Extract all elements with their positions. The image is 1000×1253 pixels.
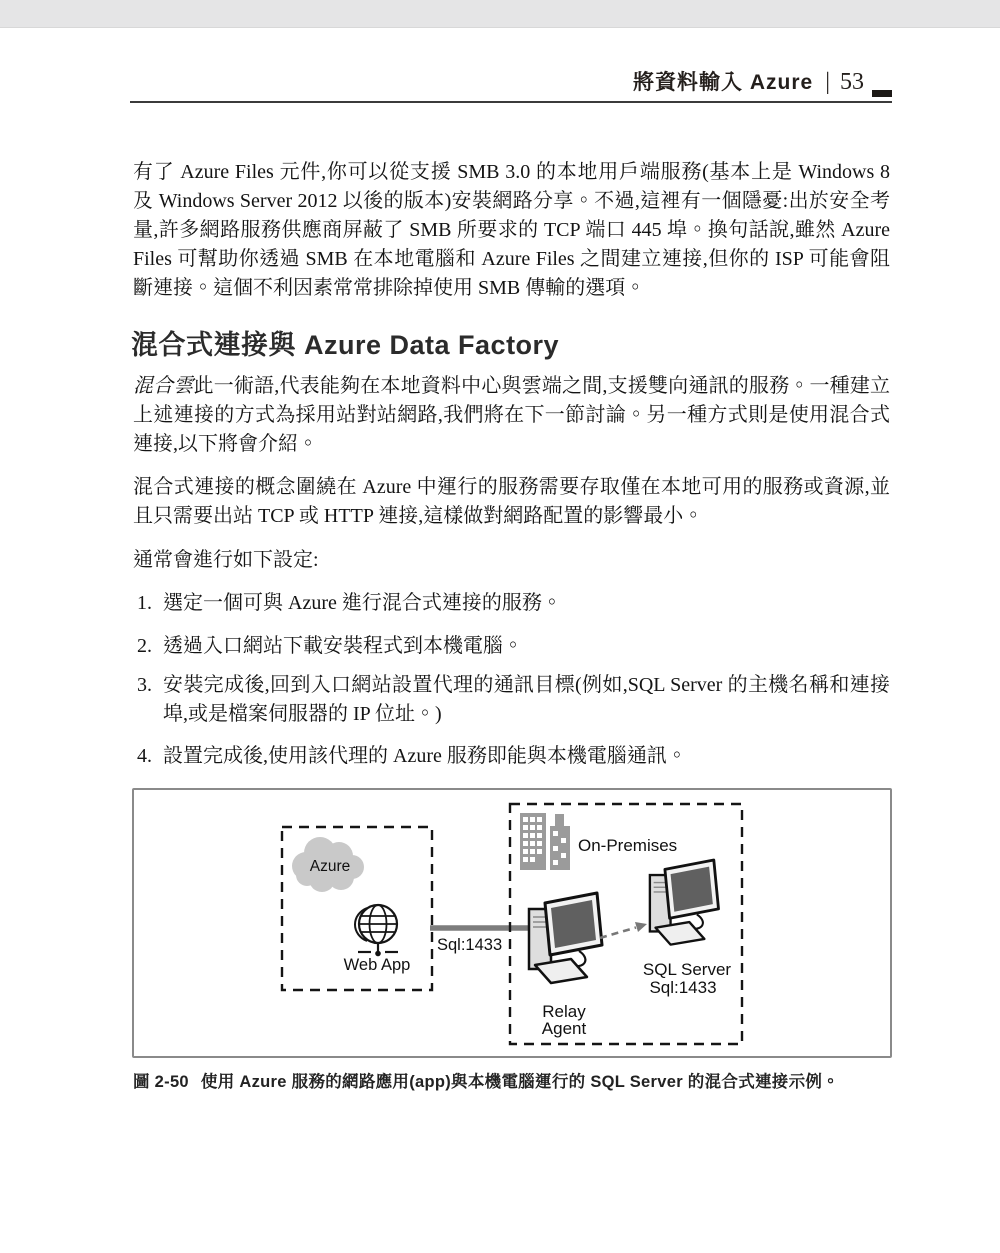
onprem-label: On-Premises — [578, 836, 678, 855]
running-head-separator: | — [825, 69, 830, 95]
page-number: 53 — [840, 69, 864, 95]
step-text: 安裝完成後,回到入口網站設置代理的通訊目標(例如,SQL Server 的主機名稱和連接埠,或是檔案伺服器的 IP 位址。) — [163, 674, 890, 725]
relay-to-sql-arrow — [600, 922, 647, 938]
step-item-4 — [133, 742, 890, 771]
hybrid-connection-paragraph: 混合式連接的概念圍繞在 Azure 中運行的服務需要存取僅在本地可用的服務或資源,並且只需要出站 TCP 或 HTTP 連接,這樣做對網路配置的影響最小。 — [133, 476, 890, 527]
running-head — [133, 64, 890, 96]
step-number: 2. — [137, 635, 152, 657]
web-app-globe-icon — [355, 905, 398, 956]
list-intro: 通常會進行如下設定: — [133, 549, 319, 571]
step-item-2 — [133, 632, 890, 661]
step-number: 3. — [137, 674, 152, 696]
step-text: 透過入口網站下載安裝程式到本機電腦。 — [163, 635, 523, 657]
figure-caption-text: 使用 Azure 服務的網路應用(app)與本機電腦運行的 SQL Server 的混合式連接示例。 — [200, 1073, 840, 1091]
section-heading: 混合式連接與 Azure Data Factory — [131, 330, 560, 360]
azure-cloud-label: Azure — [309, 858, 351, 875]
step-item-1 — [133, 589, 890, 618]
relay-agent-label-line1: Relay — [542, 1002, 586, 1021]
sql-server-label-line2: Sql:1433 — [649, 978, 717, 997]
chapter-title: 將資料輸入 Azure — [633, 71, 814, 94]
figure-2-50 — [132, 788, 892, 1058]
step-text: 選定一個可與 Azure 進行混合式連接的服務。 — [163, 592, 562, 614]
hybrid-cloud-paragraph — [133, 372, 890, 459]
header-corner-bar — [872, 90, 892, 97]
relay-agent-label-line2: Agent — [541, 1019, 587, 1038]
figure-caption-number: 圖 2-50 — [133, 1073, 189, 1091]
buildings-icon — [520, 813, 570, 870]
sql-server-label-line1: SQL Server — [642, 960, 732, 979]
web-app-label: Web App — [343, 956, 411, 974]
step-item-3 — [133, 671, 890, 729]
sql-connection-label: Sql:1433 — [437, 936, 503, 954]
hybrid-connection-diagram — [134, 790, 890, 1056]
header-rule — [130, 101, 892, 103]
page-top-band — [0, 0, 1000, 28]
step-number: 1. — [137, 592, 152, 614]
figure-caption — [133, 1068, 933, 1092]
step-text: 設置完成後,使用該代理的 Azure 服務即能與本機電腦通訊。 — [163, 745, 687, 767]
intro-paragraph: 有了 Azure Files 元件,你可以從支援 SMB 3.0 的本地用戶端服務(基本上是 Windows 8 及 Windows Server 2012 以後的版本)安裝網路分享。不過,這裡有一個隱憂:出於安全考量,許多網路服務供應商屏蔽了 SMB 所要求的 TCP 端口 445 埠。換句話說,雖然 Azure Files 可幫助你透過 SMB 在本地電腦和 Azure Files 之間建立連接,但你的 ISP 可能會阻斷連接。這個不利因素常常排除掉使用 SMB 傳輸的選項。 — [133, 161, 890, 299]
sql-server-computer-icon — [650, 860, 719, 945]
step-number: 4. — [137, 745, 152, 767]
hybrid-cloud-paragraph-text: 此一術語,代表能夠在本地資料中心與雲端之間,支援雙向通訊的服務。一種建立上述連接的方式為採用站對站網路,我們將在下一節討論。另一種方式則是使用混合式連接,以下將會介紹。 — [133, 375, 891, 455]
relay-agent-computer-icon — [529, 893, 602, 983]
term-hybrid-cloud: 混合雲 — [133, 375, 194, 397]
